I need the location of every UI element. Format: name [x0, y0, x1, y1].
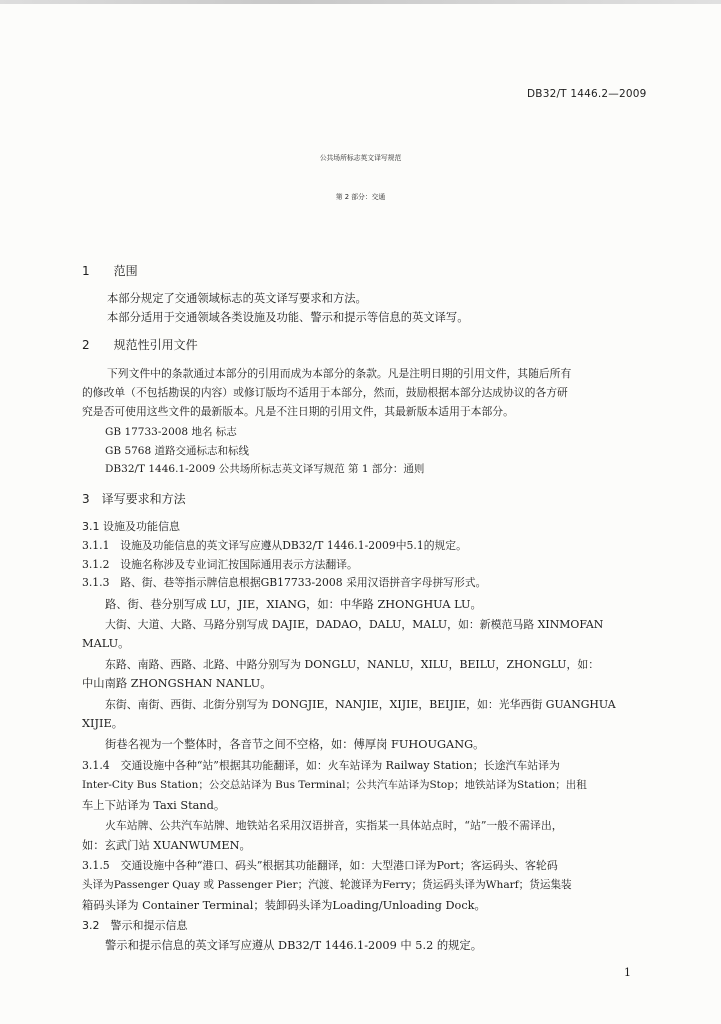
section-heading: 1 范围 [82, 264, 138, 278]
body-line: XIJIE。 [82, 717, 124, 730]
body-line: 东路、南路、西路、北路、中路分别写为 DONGLU，NANLU，XILU，BEILU，ZHONGLU，如： [105, 658, 600, 671]
body-line: Inter-City Bus Station；公交总站译为 Bus Terminal；公共汽车站译为Stop；地铁站译为Station；出租 [82, 779, 587, 791]
document-code: DB32/T 1446.2—2009 [527, 88, 647, 100]
body-line: 头译为Passenger Quay 或 Passenger Pier；汽渡、轮渡译为Ferry；货运码头译为Wharf；货运集装 [82, 879, 572, 891]
subsection-heading: 3.2 警示和提示信息 [82, 919, 188, 932]
section-heading: 2 规范性引用文件 [82, 338, 198, 352]
body-line: 大街、大道、大路、马路分别写成 DAJIE，DADAO，DALU，MALU，如：新模范马路 XINMOFAN [105, 618, 604, 631]
body-line: 火车站牌、公共汽车站牌、地铁站名采用汉语拼音，实指某一具体站点时，“站”一般不需译出， [105, 819, 563, 832]
body-line: 究是否可使用这些文件的最新版本。凡是不注日期的引用文件，其最新版本适用于本部分。 [82, 405, 514, 418]
body-line: 本部分适用于交通领域各类设施及功能、警示和提示等信息的英文译写。 [107, 311, 469, 324]
clause-line: 3.1.3 路、街、巷等指示牌信息根据GB17733-2008 采用汉语拼音字母拼写形式。 [82, 576, 487, 589]
reference-line: GB 5768 道路交通标志和标线 [105, 445, 250, 457]
body-line: 街巷名视为一个整体时，各音节之间不空格，如：傅厚岗 FUHOUGANG。 [105, 738, 485, 751]
section-heading: 3 译写要求和方法 [82, 492, 186, 506]
clause-line: 3.1.1 设施及功能信息的英文译写应遵从DB32/T 1446.1-2009中5.1的规定。 [82, 539, 467, 552]
body-line: 箱码头译为 Container Terminal；装卸码头译为Loading/Unloading Dock。 [82, 899, 486, 912]
clause-line: 3.1.2 设施名称涉及专业词汇按国际通用表示方法翻译。 [82, 558, 358, 571]
body-line: 中山南路 ZHONGSHAN NANLU。 [82, 677, 272, 690]
body-line: 车上下站译为 Taxi Stand。 [82, 799, 226, 812]
reference-line: DB32/T 1446.1-2009 公共场所标志英文译写规范 第 1 部分：通则 [105, 463, 425, 475]
document-title: 公共场所标志英文译写规范 [319, 154, 402, 162]
body-line: 路、街、巷分别写成 LU，JIE，XIANG，如：中华路 ZHONGHUA LU。 [105, 598, 482, 611]
body-line: 东街、南街、西街、北街分别写为 DONGJIE，NANJIE，XIJIE，BEIJIE，如：光华西街 GUANGHUA [105, 698, 616, 711]
body-line: 下列文件中的条款通过本部分的引用而成为本部分的条款。凡是注明日期的引用文件，其随后所有 [107, 367, 572, 380]
reference-line: GB 17733-2008 地名 标志 [105, 426, 237, 438]
clause-line: 3.1.5 交通设施中各种“港口、码头”根据其功能翻译，如：大型港口译为Port；客运码头、客轮码 [82, 859, 558, 872]
clause-line: 3.1.4 交通设施中各种“站”根据其功能翻译，如：火车站译为 Railway Station；长途汽车站译为 [82, 759, 560, 772]
subsection-heading: 3.1 设施及功能信息 [82, 520, 180, 533]
body-line: 本部分规定了交通领域标志的英文译写要求和方法。 [107, 292, 367, 305]
body-line: 如：玄武门站 XUANWUMEN。 [82, 839, 251, 852]
page-number: 1 [624, 966, 631, 979]
scan-edge [0, 0, 721, 4]
body-line: 的修改单（不包括勘误的内容）或修订版均不适用于本部分，然而，鼓励根据本部分达成协议的各方研 [82, 386, 568, 399]
body-line: MALU。 [82, 637, 130, 650]
body-line: 警示和提示信息的英文译写应遵从 DB32/T 1446.1-2009 中 5.2 的规定。 [105, 939, 483, 952]
document-subtitle: 第 2 部分：交通 [335, 193, 386, 201]
